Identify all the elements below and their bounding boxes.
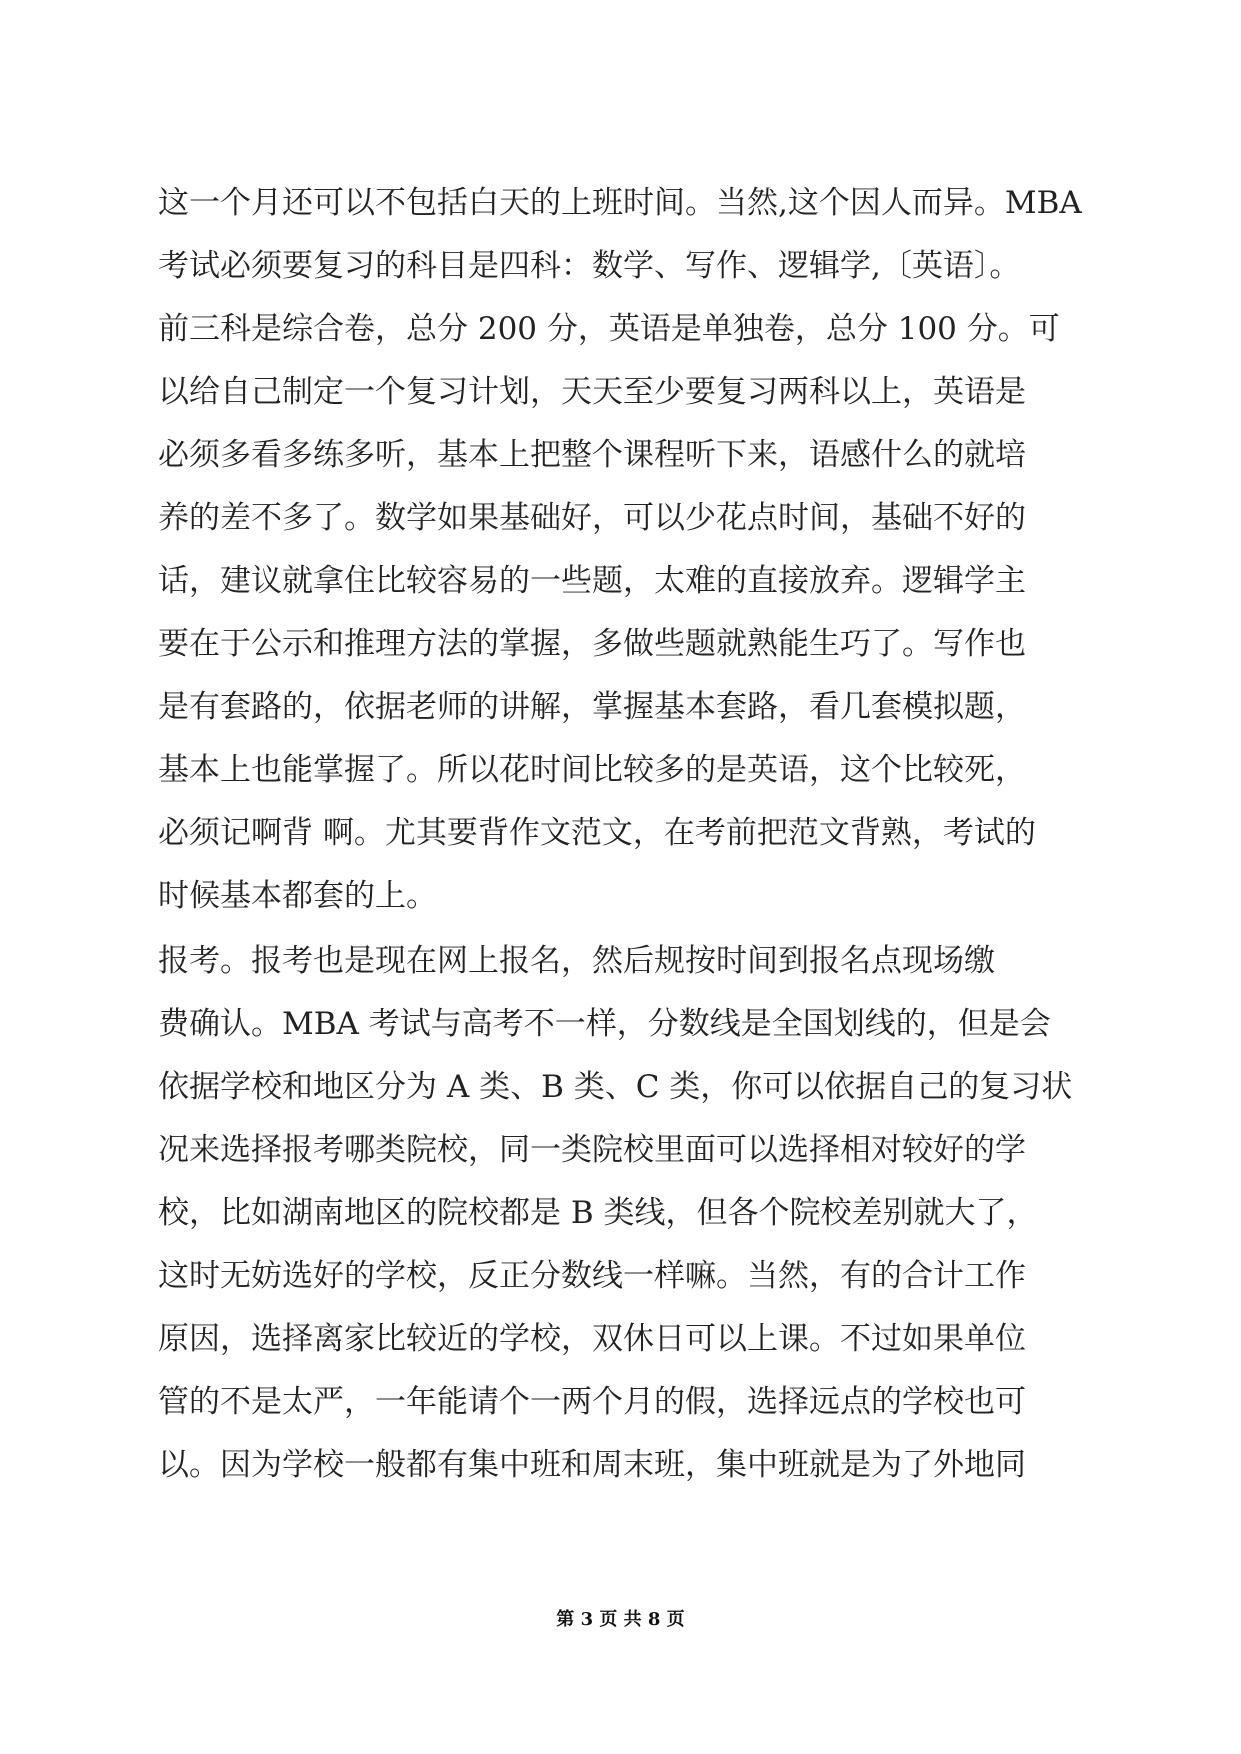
text-line: 时候基本都套的上。 [158, 878, 437, 914]
text-line: 这时无妨选好的学校，反正分数线一样嘛。当然，有的合计工作 [158, 1258, 1026, 1294]
text-line: 以。因为学校一般都有集中班和周末班，集中班就是为了外地同 [158, 1447, 1026, 1483]
text-line: 校，比如湖南地区的院校都是 B 类线，但各个院校差别就大了， [158, 1195, 1038, 1231]
text-line: 这一个月还可以不包括白天的上班时间。当然,这个因人而异。MBA [158, 185, 1082, 221]
body-text [158, 172, 1088, 1497]
text-line: 费确认。MBA 考试与高考不一样，分数线是全国划线的，但是会 [158, 1006, 1051, 1042]
text-line: 话，建议就拿住比较容易的一些题，太难的直接放弃。逻辑学主 [158, 563, 1026, 599]
text-line: 养的差不多了。数学如果基础好，可以少花点时间，基础不好的 [158, 500, 1026, 536]
text-line: 必须记啊背 啊。尤其要背作文范文，在考前把范文背熟，考试的 [158, 815, 1036, 851]
page-footer: 第 3 页 共 8 页 [556, 1609, 685, 1630]
text-line: 必须多看多练多听，基本上把整个课程听下来，语感什么的就培 [158, 437, 1026, 473]
text-line: 况来选择报考哪类院校，同一类院校里面可以选择相对较好的学 [158, 1132, 1026, 1168]
text-line: 考试必须要复习的科目是四科：数学、写作、逻辑学,〔英语〕。 [158, 248, 1021, 284]
text-line: 前三科是综合卷，总分 200 分，英语是单独卷，总分 100 分。可 [158, 311, 1060, 347]
text-line: 以给自己制定一个复习计划，天天至少要复习两科以上，英语是 [158, 374, 1026, 410]
text-line: 依据学校和地区分为 A 类、B 类、C 类，你可以依据自己的复习状 [158, 1069, 1073, 1105]
text-line: 管的不是太严，一年能请个一两个月的假，选择远点的学校也可 [158, 1384, 1026, 1420]
text-line: 是有套路的，依据老师的讲解，掌握基本套路，看几套模拟题， [158, 689, 1026, 725]
text-line: 基本上也能掌握了。所以花时间比较多的是英语，这个比较死， [158, 752, 1026, 788]
text-line: 要在于公示和推理方法的掌握，多做些题就熟能生巧了。写作也 [158, 626, 1026, 662]
text-line: 原因，选择离家比较近的学校，双休日可以上课。不过如果单位 [158, 1321, 1026, 1357]
text-line: 报考。报考也是现在网上报名，然后规按时间到报名点现场缴 [158, 943, 995, 979]
